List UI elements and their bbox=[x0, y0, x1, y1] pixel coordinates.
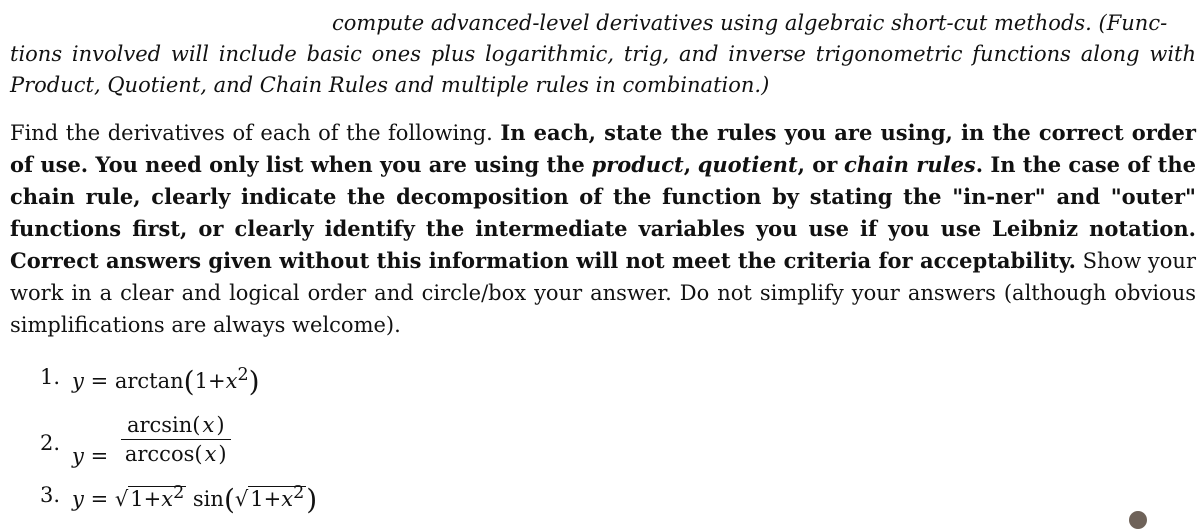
problem-expression: $y = √1+x^2$ $\sin(√1+x^2)$ bbox=[72, 483, 318, 516]
instructions-intro: Find the derivatives of each of the following. bbox=[10, 121, 493, 145]
problem-item-3 bbox=[10, 465, 1196, 523]
radicand: $1+x^2$ bbox=[130, 483, 185, 511]
objective-text bbox=[10, 8, 1196, 101]
instructions-rules-bold: In each, state the rules you are using, in the correct order of use. You need only list when you are using the bbox=[10, 120, 1196, 177]
denominator: arccos(x) bbox=[124, 442, 227, 466]
page-marker-dot bbox=[1129, 511, 1147, 529]
radical-sign: √ bbox=[114, 487, 129, 511]
comma: , bbox=[683, 152, 691, 177]
numerator: arcsin(x) bbox=[121, 413, 231, 440]
objective-line-3: Product, Quotient, and Chain Rules and multiple rules in combination.) bbox=[10, 73, 770, 97]
chain-rules-term: chain rules bbox=[844, 152, 976, 177]
work-instructions: Show your work in a clear and logical order and circle/box your answer. Do not simplify your answers (although obvious simplifications are always welcome). bbox=[10, 249, 1196, 337]
chain-rule-instructions: . In the case of the chain rule, clearly indicate the decomposition of the function by stating the "in-ner" and "outer" functions first, or clearly identify the intermediate variables you use if you use Leibniz notation. Correct answers given without this information will not meet the criteria for acceptability. bbox=[10, 152, 1196, 273]
objective-line-1: compute advanced-level derivatives using algebraic short-cut methods. (Func- bbox=[332, 11, 1168, 35]
or-text: , or bbox=[797, 152, 838, 177]
product-term: product bbox=[591, 152, 684, 177]
problem-list bbox=[10, 347, 1196, 523]
document-page bbox=[10, 0, 1196, 523]
problem-expression: y = $\frac{\arcsin(x)}{\arccos(x)}$ bbox=[72, 431, 231, 484]
instructions-paragraph bbox=[10, 117, 1196, 341]
problem-number: 3. bbox=[40, 483, 61, 507]
problem-expression: $y = \arctan(1+x^2)$ bbox=[72, 365, 260, 398]
fraction bbox=[121, 413, 231, 466]
problem-number: 2. bbox=[40, 431, 61, 455]
problem-item-1 bbox=[10, 347, 1196, 399]
quotient-term: quotient bbox=[697, 152, 798, 177]
problem-item-2 bbox=[10, 399, 1196, 468]
objective-line-2: tions involved will include basic ones plus logarithmic, trig, and inverse trigonometric functions along with bbox=[10, 42, 1196, 66]
problem-number: 1. bbox=[40, 365, 61, 389]
